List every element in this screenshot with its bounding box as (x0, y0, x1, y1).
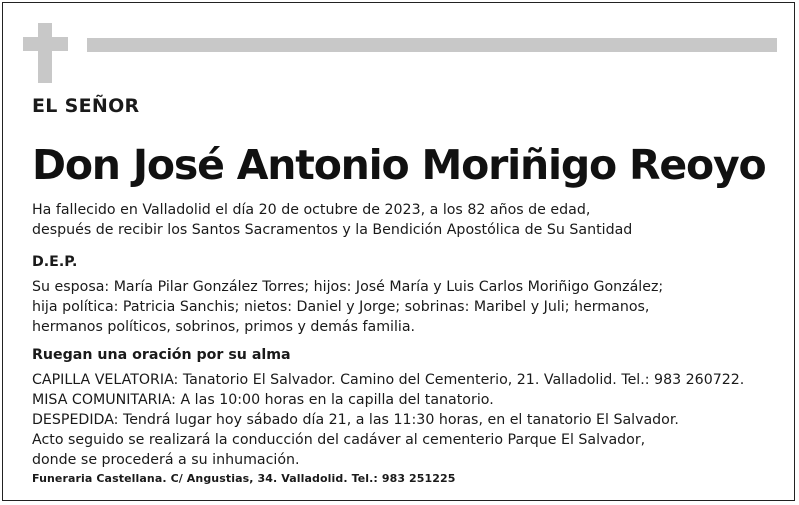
details-line: CAPILLA VELATORIA: Tanatorio El Salvador. Camino del Cementerio, 21. Valladolid. Tel.: 983 260722. (32, 372, 745, 388)
family-line: hija política: Patricia Sanchis; nietos: Daniel y Jorge; sobrinas: Maribel y Juli; hermanos, (32, 299, 650, 315)
cross-icon-horizontal-bar (23, 37, 68, 51)
family-paragraph (32, 277, 663, 337)
details-line: DESPEDIDA: Tendrá lugar hoy sábado día 21, a las 11:30 horas, en el tanatorio El Salvador. (32, 412, 679, 428)
family-line: Su esposa: María Pilar González Torres; hijos: José María y Luis Carlos Moriñigo González; (32, 279, 664, 295)
notice-title: EL SEÑOR (32, 95, 140, 117)
death-notice-line: Ha fallecido en Valladolid el día 20 de octubre de 2023, a los 82 años de edad, (32, 202, 591, 218)
death-notice-line: después de recibir los Santos Sacramentos y la Bendición Apostólica de Su Santidad (32, 222, 633, 238)
funeral-home-footer: Funeraria Castellana. C/ Angustias, 34. Valladolid. Tel.: 983 251225 (32, 472, 456, 485)
details-line: donde se procederá a su inhumación. (32, 452, 300, 468)
obituary-notice (2, 2, 795, 501)
prayer-request: Ruegan una oración por su alma (32, 347, 291, 363)
service-details (32, 370, 744, 470)
details-line: MISA COMUNITARIA: A las 10:00 horas en la capilla del tanatorio. (32, 392, 494, 408)
header-rule (87, 38, 777, 52)
details-line: Acto seguido se realizará la conducción del cadáver al cementerio Parque El Salvador, (32, 432, 646, 448)
death-notice-paragraph (32, 200, 632, 240)
cross-icon-vertical-bar (38, 23, 52, 83)
family-line: hermanos políticos, sobrinos, primos y demás familia. (32, 319, 416, 335)
deceased-name: Don José Antonio Moriñigo Reoyo (32, 141, 766, 189)
dep-label: D.E.P. (32, 254, 78, 270)
